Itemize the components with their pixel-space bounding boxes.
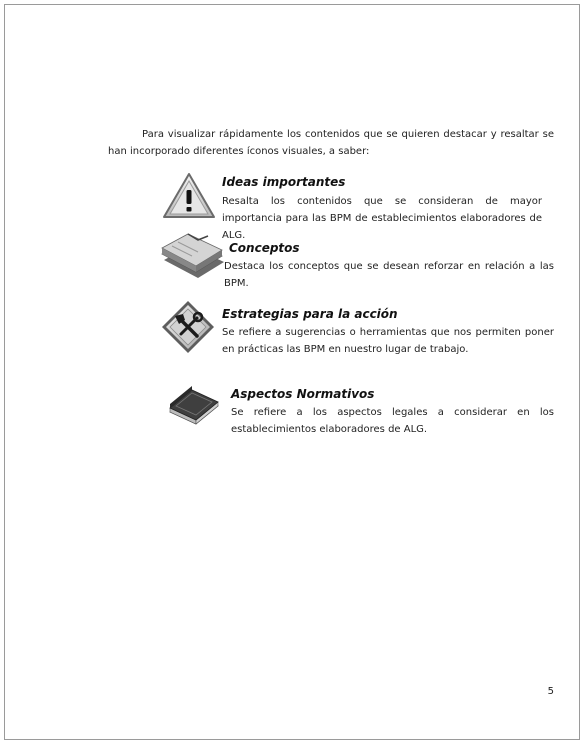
book-icon xyxy=(166,382,220,426)
tools-icon xyxy=(161,300,215,354)
entry-title-normativos: Aspectos Normativos xyxy=(231,387,375,401)
entry-text-estrategias: Se refiere a sugerencias o herramientas que nos permiten poner en prácticas las BPM en nuestro lugar de trabajo. xyxy=(222,327,554,355)
entry-text-conceptos: Destaca los conceptos que se desean reforzar en relación a las BPM. xyxy=(224,261,554,289)
entry-title-conceptos: Conceptos xyxy=(229,241,300,255)
intro-paragraph: Para visualizar rápidamente los contenidos que se quieren destacar y resaltar se han incorporado diferentes íconos visuales, a saber: xyxy=(108,129,554,157)
page-number: 5 xyxy=(547,686,554,697)
stacked-papers-icon xyxy=(158,232,226,280)
entry-title-ideas: Ideas importantes xyxy=(222,175,346,189)
entry-title-estrategias: Estrategias para la acción xyxy=(222,307,398,321)
document-page xyxy=(4,4,580,740)
entry-text-normativos: Se refiere a los aspectos legales a considerar en los establecimientos elaboradores de ALG. xyxy=(231,407,554,435)
warning-triangle-icon xyxy=(162,172,216,220)
entry-text-ideas: Resalta los contenidos que se consideran de mayor importancia para las BPM de establecimientos elaboradores de ALG. xyxy=(222,196,542,241)
